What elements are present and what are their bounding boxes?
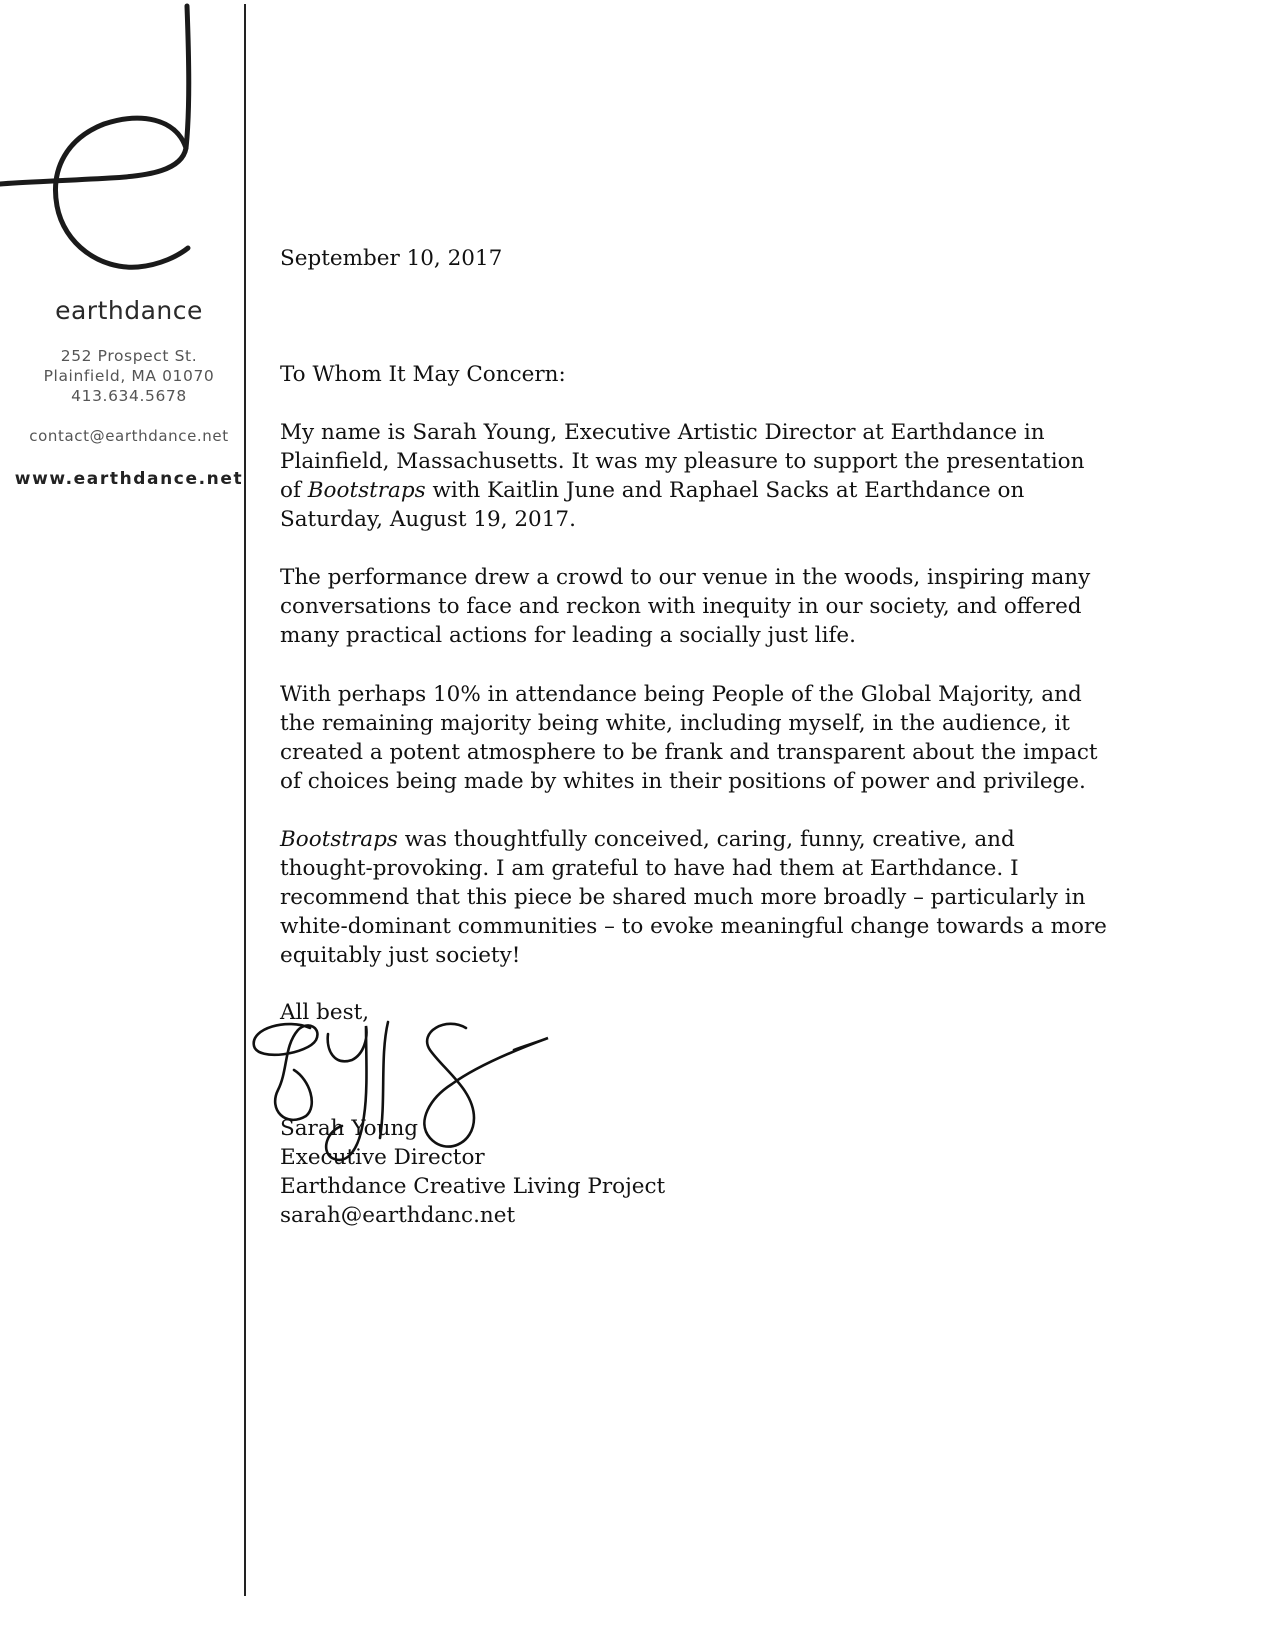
- signer-email: sarah@earthdanc.net: [280, 1203, 516, 1228]
- address-street: 252 Prospect St.: [60, 347, 198, 365]
- paragraph-intro: [280, 418, 1110, 534]
- signer-title: Executive Director: [280, 1145, 485, 1170]
- contact-email: contact@earthdance.net: [29, 427, 229, 445]
- vertical-divider: [244, 4, 246, 1596]
- address: [0, 346, 258, 406]
- phone-number: 413.634.5678: [71, 387, 187, 405]
- earthdance-logo-icon: [0, 0, 210, 300]
- letterhead-sidebar: [0, 0, 244, 1650]
- address-city: Plainfield, MA 01070: [43, 367, 215, 385]
- show-title: Bootstraps: [307, 478, 426, 503]
- show-title: Bootstraps: [280, 827, 398, 852]
- paragraph-recommendation-text: was thoughtfully conceived, caring, funny, creative, and thought-provoking. I am grateful to have had them at Earthdance. I recommend that this piece be shared much more broadly – particularly in white-dominant communities – to evoke meaningful change towards a more equitably just society!: [280, 827, 1107, 968]
- closing: All best,: [280, 1000, 370, 1025]
- handwritten-signature-icon: [248, 1020, 558, 1170]
- paragraph-intro-text-a: My name is Sarah Young, Executive Artistic Director at Earthdance in Plainfield, Massachusetts. It was my pleasure to support the presentation of: [280, 420, 1085, 503]
- signer-organization: Earthdance Creative Living Project: [280, 1174, 666, 1199]
- paragraph-performance: The performance drew a crowd to our venue in the woods, inspiring many conversations to face and reckon with inequity in our society, and offered many practical actions for leading a socially just life.: [280, 565, 1091, 648]
- brand-name: earthdance: [55, 296, 203, 325]
- paragraph-recommendation: [280, 825, 1110, 970]
- letter-date: September 10, 2017: [280, 246, 503, 271]
- paragraph-attendance: With perhaps 10% in attendance being People of the Global Majority, and the remaining majority being white, including myself, in the audience, it created a potent atmosphere to be frank and transparent about the impact of choices being made by whites in their positions of power and privilege.: [280, 682, 1098, 794]
- website: www.earthdance.net: [14, 469, 244, 489]
- salutation: To Whom It May Concern:: [280, 362, 566, 387]
- signer-name: Sarah Young: [280, 1116, 419, 1141]
- paragraph-intro-text-b: with Kaitlin June and Raphael Sacks at Earthdance on Saturday, August 19, 2017.: [280, 478, 1025, 532]
